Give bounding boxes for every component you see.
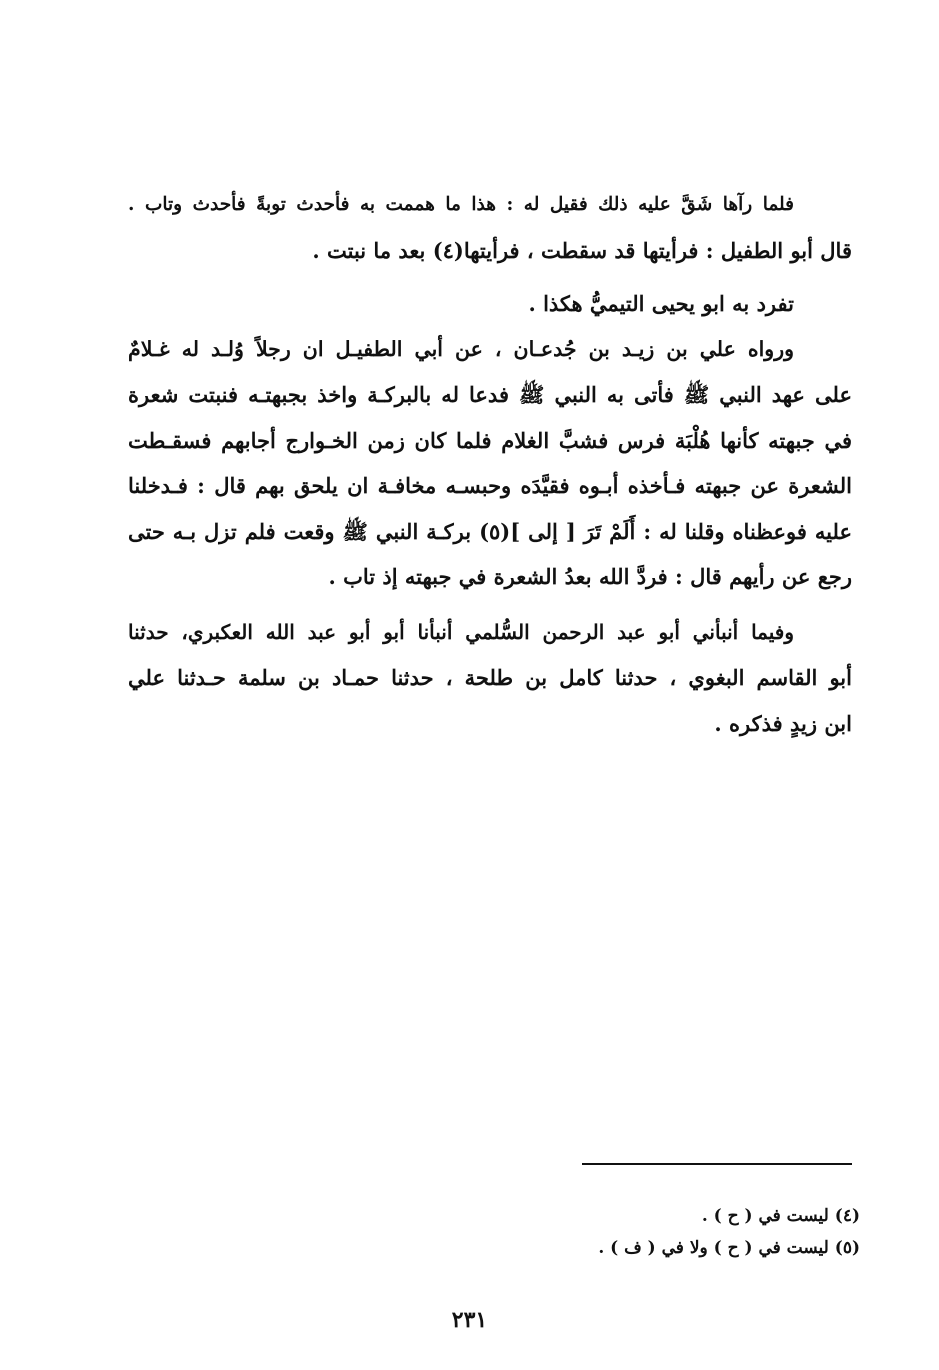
footnote-4: (٤) ليست في ( ح ) .: [701, 1206, 860, 1226]
page-number: ٢٣١: [451, 1307, 488, 1333]
text-line: رجع عن رأيهم قال : فردَّ الله بعدُ الشعرة في جبهته إذ تاب .: [328, 564, 852, 589]
text-line: فلما رآها شَقَّ عليه ذلك فقيل له : هذا ما هممت به فأحدث توبةً فأحدث وتاب .: [128, 194, 794, 215]
text-line: عليه فوعظناه وقلنا له : أَلَمْ تَرَ [ إلى ](٥) بركـة النبي ﷺ وقعت فلم تزل بـه حتى: [128, 518, 852, 544]
text-line: الشعرة عن جبهته فـأخذه أبـوه فقيَّدَه وحبسـه مخافـة ان يلحق بهم قال : فـدخلنا: [128, 473, 852, 498]
text-line: ورواه علي بن زيـد بن جُدعـان ، عن أبي الطفيـل ان رجلاً وُلـد له غـلامٌ: [128, 336, 794, 361]
text-line: في جبهته كأنها هُلْبَة فرس فشبَّ الغلام فلما كان زمن الخـوارج أجابهم فسقـطت: [128, 427, 852, 453]
footnote-separator: [582, 1163, 852, 1165]
paragraph-3: [128, 327, 852, 600]
footnote-5: (٥) ليست في ( ح ) ولا في ( ف ) .: [598, 1238, 860, 1258]
text-line: قال أبو الطفيل : فرأيتها قد سقطت ، فرأيتها(٤) بعد ما نبتت .: [312, 237, 852, 263]
text-line: ابن زيدٍ فذكره .: [714, 710, 852, 736]
text-line: وفيما أنبأني أبو عبد الرحمن السُّلمي أنبأنا أبو أبو عبد الله العكبري، حدثنا: [128, 619, 794, 644]
paragraph-4: [128, 610, 852, 747]
text-line: تفرد به ابو يحيى التيميُّ هكذا .: [528, 291, 794, 316]
footnotes: [500, 1200, 860, 1264]
paragraph-2: [128, 281, 852, 327]
text-line: على عهد النبي ﷺ فأتى به النبي ﷺ فدعا له بالبركـة واخذ بجبهتـه فنبتت شعرة: [128, 382, 852, 407]
main-text: [128, 182, 852, 746]
text-line: أبو القاسم البغوي ، حدثنا كامل بن طلحة ، حدثنا حمـاد بن سلمة حـدثنا علي: [128, 665, 852, 690]
paragraph-1: [128, 182, 852, 273]
